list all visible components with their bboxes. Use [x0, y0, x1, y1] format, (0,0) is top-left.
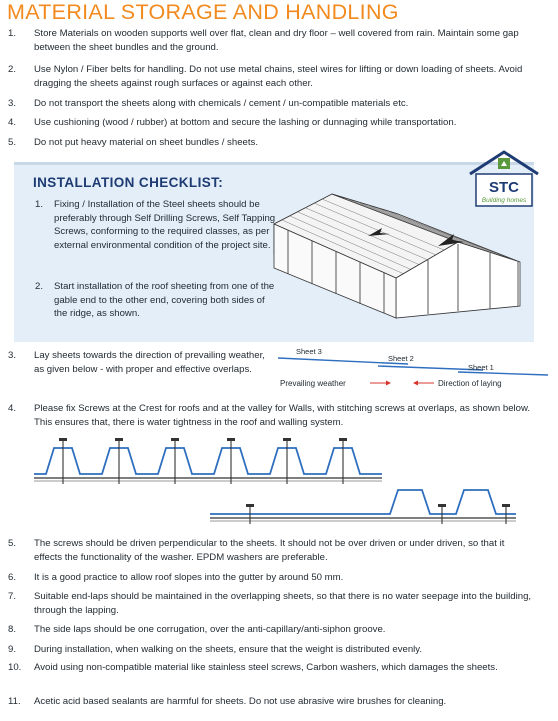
- item-number: 2.: [35, 281, 44, 292]
- item-text: Fixing / Installation of the Steel sheets should be preferably through Self Drilling Screws, Self Tapping Screws, conforming to the required classes, as per external environmental condition of the project site.: [54, 199, 276, 251]
- install-item-3: [8, 349, 276, 393]
- storage-item-4: [8, 116, 538, 130]
- checklist-title: INSTALLATION CHECKLIST:: [33, 175, 224, 190]
- building-roof-illustration: [268, 184, 536, 324]
- item-text: Avoid using non-compatible material like stainless steel screws, Carbon washers, which damages the sheets.: [34, 662, 498, 673]
- item-text: Store Materials on wooden supports well over flat, clean and dry floor – well covered from rain. Maintain some gap between the sheet bundles and the ground.: [34, 28, 519, 53]
- item-number: 1.: [8, 28, 17, 39]
- item-number: 3.: [8, 98, 17, 109]
- item-number: 4.: [8, 117, 17, 128]
- item-text: Suitable end-laps should be maintained in the overlapping sheets, so that there is no water seepage into the building, through the lapping.: [34, 591, 532, 616]
- install-item-9: [8, 643, 538, 657]
- item-text: Do not put heavy material on sheet bundles / sheets.: [34, 137, 258, 148]
- item-number: 5.: [8, 137, 17, 148]
- item-text: Do not transport the sheets along with chemicals / cement / un-compatible materials etc.: [34, 98, 409, 109]
- storage-item-1: [8, 27, 538, 55]
- item-number: 8.: [8, 624, 17, 635]
- install-item-7: [8, 590, 538, 618]
- item-number: 5.: [8, 538, 17, 549]
- storage-item-5: [8, 136, 538, 150]
- item-text: Please fix Screws at the Crest for roofs and at the valley for Walls, with stitching screws at overlaps, as shown below. This ensures that, there is water tightness in the roof and walling system.: [34, 403, 531, 428]
- logo-tagline: Building homes: [481, 197, 527, 204]
- checklist-item-2: [35, 280, 280, 325]
- sheet-2-label: Sheet 2: [388, 354, 414, 363]
- sheet-3-label: Sheet 3: [296, 347, 322, 356]
- prevailing-weather-label: Prevailing weather: [280, 379, 346, 388]
- item-text: Lay sheets towards the direction of prevailing weather, as given below - with proper and effective overlaps.: [34, 350, 265, 375]
- checklist-item-1: [35, 198, 280, 268]
- storage-item-3: [8, 97, 538, 111]
- item-number: 1.: [35, 199, 44, 210]
- item-text: Acetic acid based sealants are harmful for sheets. Do not use abrasive wire brushes for cleaning.: [34, 696, 447, 707]
- item-text: Use Nylon / Fiber belts for handling. Do not use metal chains, steel wires for lifting or down loading of sheets. Avoid dragging the sheets against rough surfaces or against each other.: [34, 64, 523, 89]
- storage-item-2: [8, 63, 538, 91]
- install-item-6: [8, 571, 538, 585]
- item-number: 7.: [8, 591, 17, 602]
- item-number: 2.: [8, 64, 17, 75]
- item-number: 4.: [8, 403, 17, 414]
- install-item-10: [8, 661, 538, 689]
- sheet-overlap-diagram: [268, 344, 558, 392]
- logo-text: STC: [489, 179, 519, 196]
- install-item-5: [8, 537, 538, 565]
- item-text: During installation, when walking on the sheets, ensure that the weight is distributed evenly.: [34, 644, 423, 655]
- item-number: 6.: [8, 572, 17, 583]
- install-item-4: [8, 402, 538, 430]
- item-text: The screws should be driven perpendicular to the sheets. It should not be over driven or under driven, so that it effects the functionality of the washer. EPDM washers are preferable.: [34, 538, 505, 563]
- install-item-8: [8, 623, 538, 637]
- item-text: The side laps should be one corrugation, over the anti-capillary/anti-siphon groove.: [34, 624, 386, 635]
- item-number: 3.: [8, 350, 17, 361]
- item-text: Start installation of the roof sheeting from one of the gable end to the other end, covering both sides of the ridge, as shown.: [54, 281, 275, 320]
- screw-fixing-profile-diagram: [30, 434, 520, 526]
- sheet-1-label: Sheet 1: [468, 363, 494, 372]
- direction-of-laying-label: Direction of laying: [438, 379, 502, 388]
- item-number: 11.: [8, 696, 21, 707]
- page-title: MATERIAL STORAGE AND HANDLING: [7, 0, 399, 24]
- item-text: Use cushioning (wood / rubber) at bottom and secure the lashing or dunnaging while transportation.: [34, 117, 457, 128]
- install-item-11: [8, 695, 538, 709]
- item-text: It is a good practice to allow roof slopes into the gutter by around 50 mm.: [34, 572, 344, 583]
- item-number: 9.: [8, 644, 17, 655]
- item-number: 10.: [8, 662, 22, 673]
